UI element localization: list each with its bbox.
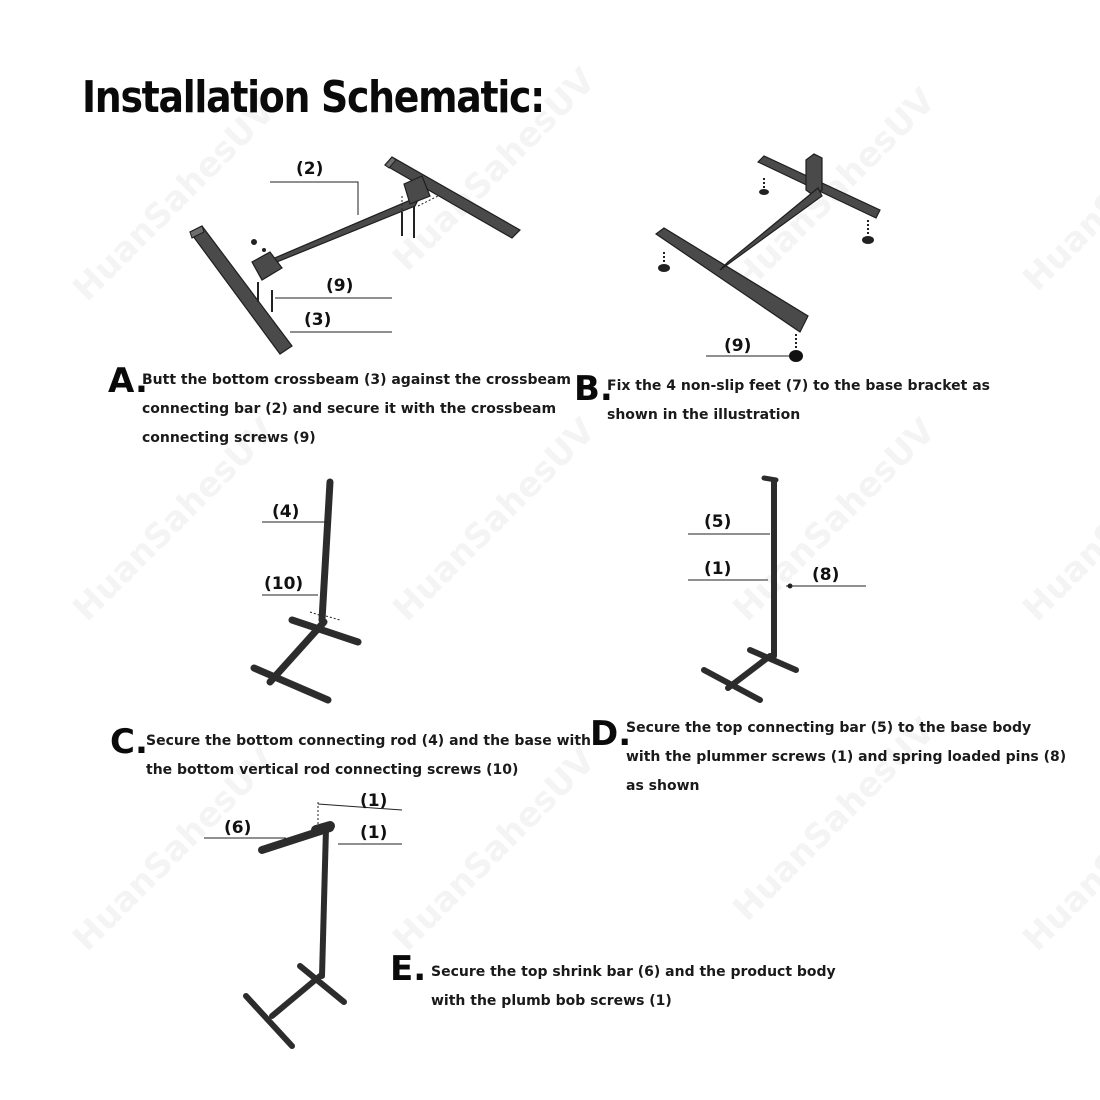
bottom-rod [322, 482, 330, 620]
connecting-bar [262, 196, 420, 268]
page-title: Installation Schematic: [82, 72, 545, 123]
step-c-line: Secure the bottom connecting rod (4) and the base with [146, 733, 591, 749]
callout-b-9: (9) [724, 336, 752, 356]
step-a-line: connecting screws (9) [142, 430, 316, 446]
callout-c-10: (10) [264, 574, 304, 594]
step-b-text [607, 372, 990, 430]
crossbeam-right [385, 157, 520, 238]
step-b-letter: B. [574, 369, 613, 409]
callout-d-8: (8) [812, 565, 840, 585]
step-d-text [626, 714, 1066, 801]
step-a-letter: A. [108, 361, 148, 401]
callout-d-1: (1) [704, 559, 732, 579]
step-a-text [142, 366, 571, 453]
figure-a [190, 157, 520, 354]
step-e-text [431, 958, 836, 1016]
callout-d-5: (5) [704, 512, 732, 532]
callout-a-2: (2) [296, 159, 324, 179]
step-d-letter: D. [590, 714, 632, 754]
figure-b [656, 154, 880, 362]
step-d-line: Secure the top connecting bar (5) to the base body [626, 720, 1032, 736]
step-a-line: Butt the bottom crossbeam (3) against the crossbeam [142, 372, 572, 388]
step-d-line: with the plummer screws (1) and spring loaded pins (8) [626, 749, 1067, 765]
middle-bar [720, 188, 822, 270]
front-bar [656, 228, 808, 332]
step-e-letter: E. [390, 949, 427, 989]
callout-a-3: (3) [304, 310, 332, 330]
step-b-line: Fix the 4 non-slip feet (7) to the base bracket as [607, 378, 990, 394]
step-e-line: Secure the top shrink bar (6) and the product body [431, 964, 836, 980]
step-b-line: shown in the illustration [607, 407, 801, 423]
step-c-line: the bottom vertical rod connecting screws (10) [146, 762, 519, 778]
step-c-letter: C. [110, 722, 148, 762]
step-e-line: with the plumb bob screws (1) [431, 993, 672, 1009]
step-d-line: as shown [626, 778, 700, 794]
callout-a-9: (9) [326, 276, 354, 296]
step-c-text [146, 727, 591, 785]
callout-e-1a: (1) [360, 791, 388, 811]
step-a-line: connecting bar (2) and secure it with the crossbeam [142, 401, 557, 417]
callout-c-4: (4) [272, 502, 300, 522]
crossbeam-left [190, 226, 292, 354]
product-body [322, 828, 326, 976]
callout-e-1b: (1) [360, 823, 388, 843]
callout-e-6: (6) [224, 818, 252, 838]
